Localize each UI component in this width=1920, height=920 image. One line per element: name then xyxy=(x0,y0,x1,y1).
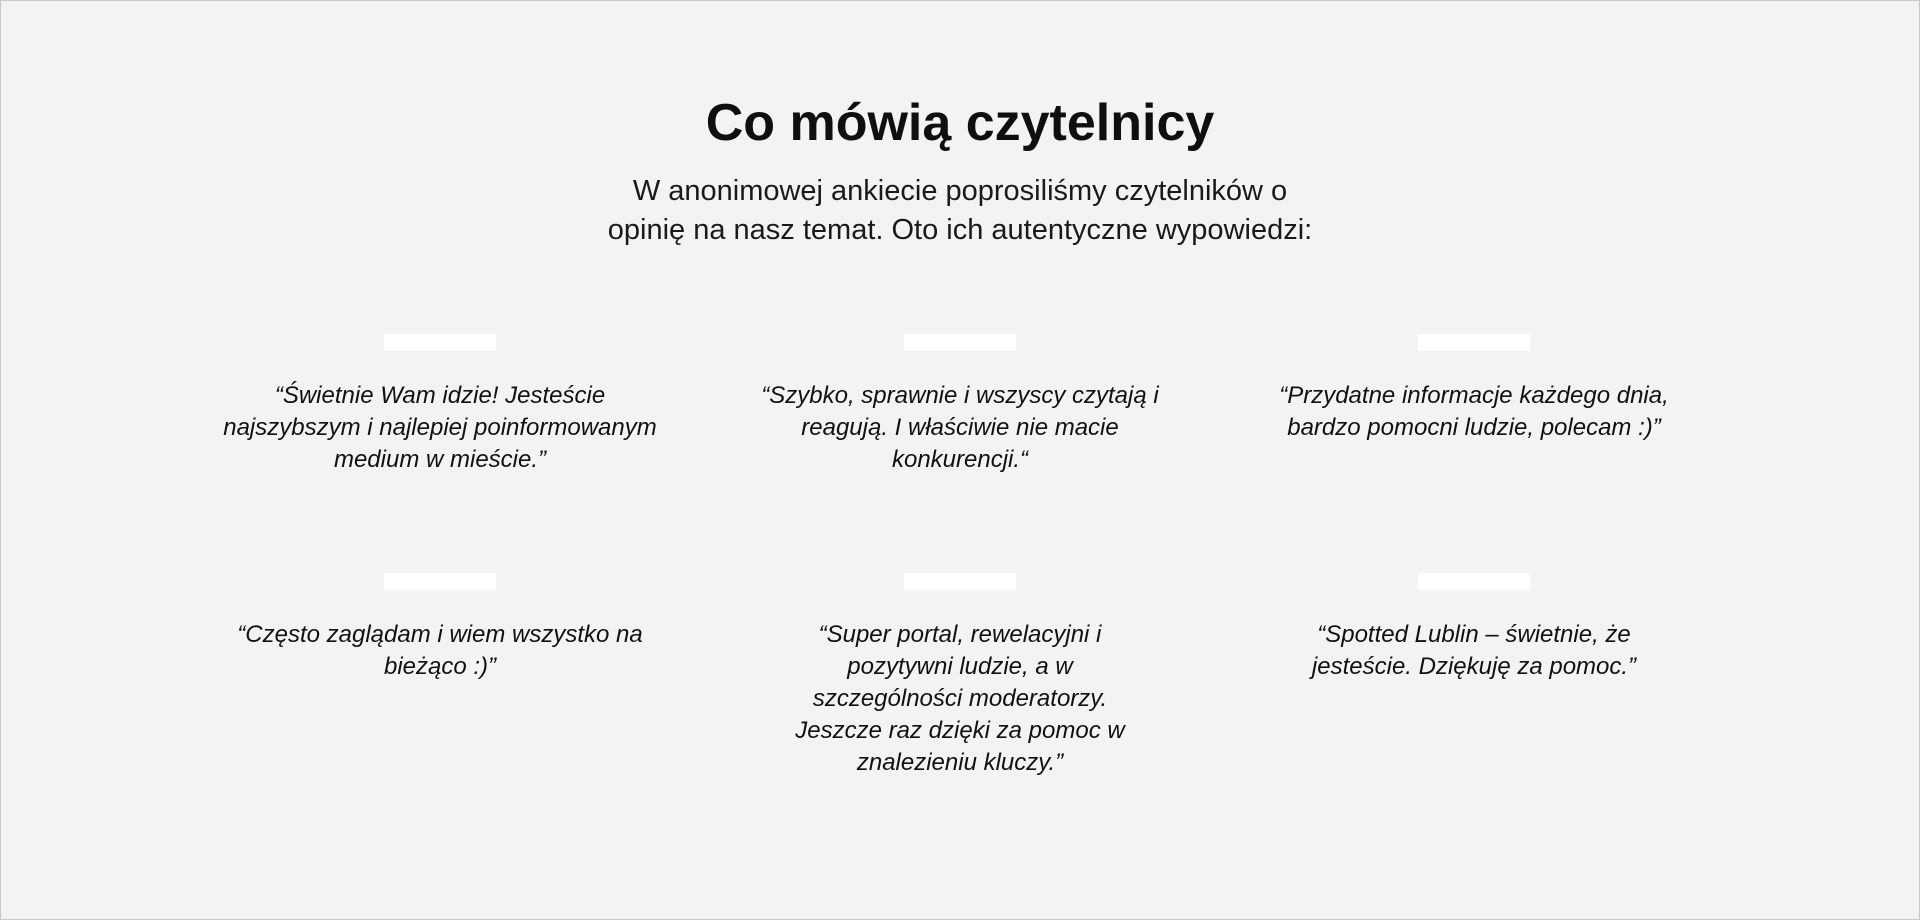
testimonial-accent-bar xyxy=(904,573,1016,590)
testimonial-card xyxy=(1234,573,1714,683)
subtitle-line-1: W anonimowej ankiecie poprosiliśmy czytelników o xyxy=(632,175,1288,207)
testimonial-accent-bar xyxy=(384,334,496,351)
subtitle-line-2: opinię na nasz temat. Oto ich autentyczne wypowiedzi: xyxy=(607,214,1313,246)
section-title: Co mówią czytelnicy xyxy=(705,94,1215,152)
testimonial-quote: “Spotted Lublin – świetnie, że jesteście. Dziękuję za pomoc.” xyxy=(1311,621,1637,680)
testimonial-quote: “Przydatne informacje każdego dnia, bardzo pomocni ludzie, polecam :)” xyxy=(1279,382,1669,441)
testimonial-accent-bar xyxy=(904,334,1016,351)
testimonial-card xyxy=(200,334,680,476)
testimonial-quote: “Szybko, sprawnie i wszyscy czytają i reagują. I właściwie nie macie konkurencji.“ xyxy=(761,382,1159,473)
testimonial-card xyxy=(720,573,1200,779)
testimonial-quote: “Świetnie Wam idzie! Jesteście najszybszym i najlepiej poinformowanym medium w mieście.” xyxy=(223,382,657,473)
testimonial-quote: “Często zaglądam i wiem wszystko na bieżąco :)” xyxy=(237,621,643,680)
testimonial-accent-bar xyxy=(1418,334,1530,351)
testimonial-card xyxy=(720,334,1200,476)
testimonial-quote: “Super portal, rewelacyjni i pozytywni ludzie, a w szczególności moderatorzy. Jeszcze raz dzięki za pomoc w znalezieniu kluczy.” xyxy=(795,621,1125,776)
testimonial-card xyxy=(200,573,680,683)
testimonial-accent-bar xyxy=(384,573,496,590)
testimonial-card xyxy=(1234,334,1714,444)
testimonial-accent-bar xyxy=(1418,573,1530,590)
section-subtitle xyxy=(540,172,1380,250)
